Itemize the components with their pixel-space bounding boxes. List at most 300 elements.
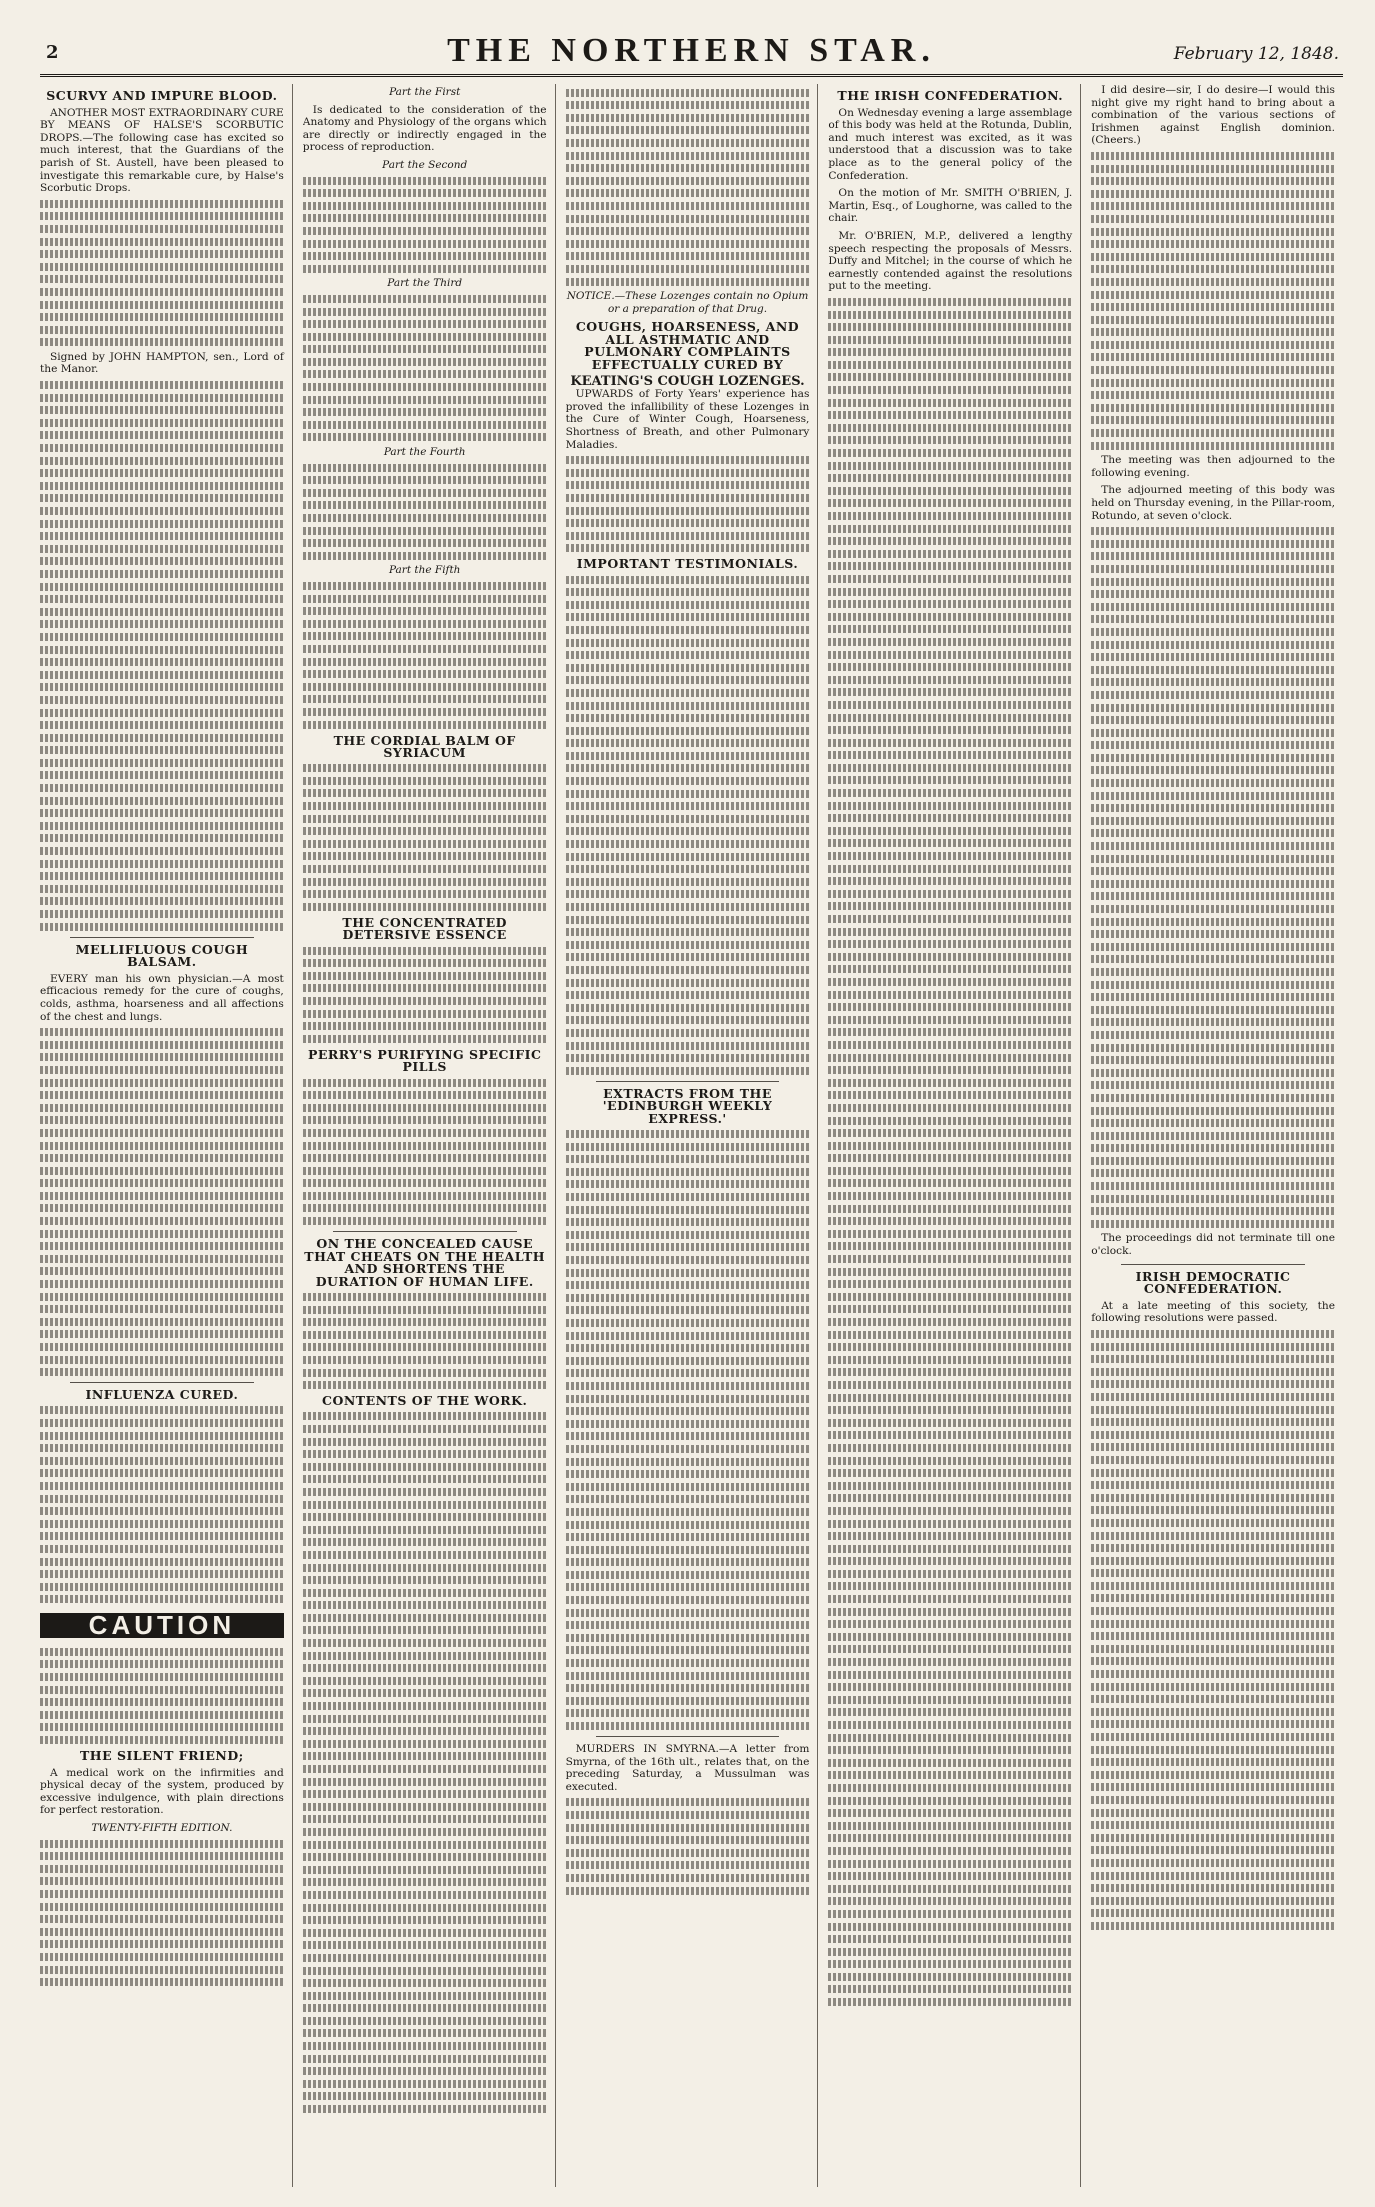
text-line — [1091, 391, 1335, 399]
text-line — [828, 1318, 1072, 1326]
text-line — [40, 683, 284, 691]
text-line — [1091, 1884, 1335, 1892]
article-text: EVERY man his own physician.—A most efficacious remedy for the cure of coughs, colds, asthma, hoarseness and all affections of the chest and lungs. — [40, 972, 284, 1023]
text-line — [566, 1016, 810, 1024]
text-line — [566, 1596, 810, 1604]
text-line — [1091, 993, 1335, 1001]
text-line — [40, 507, 284, 515]
text-line — [303, 501, 547, 509]
text-line — [303, 620, 547, 628]
text-line — [40, 431, 284, 439]
text-line — [828, 537, 1072, 545]
article-text: I did desire—sir, I do desire—I would this night give my right hand to bring about a combination of the various sections of Irishmen against English dominion. (Cheers.) — [1091, 84, 1335, 147]
text-line — [1091, 253, 1335, 261]
text-line — [40, 381, 284, 389]
text-line — [566, 1508, 810, 1516]
text-line — [566, 265, 810, 273]
text-line — [303, 1803, 547, 1811]
column-5 — [1091, 84, 1343, 2187]
text-line — [303, 1954, 547, 1962]
text-line — [566, 1294, 810, 1302]
text-line — [566, 1861, 810, 1869]
heading-irish-confederation: THE IRISH CONFEDERATION. — [837, 88, 1064, 103]
text-line — [566, 752, 810, 760]
text-line — [1091, 177, 1335, 185]
text-line — [303, 582, 547, 590]
text-line — [828, 1620, 1072, 1628]
text-line — [1091, 1081, 1335, 1089]
text-line — [1091, 429, 1335, 437]
text-line — [40, 1419, 284, 1427]
part-heading: Part the Fifth — [388, 564, 461, 577]
text-line — [566, 916, 810, 924]
text-line — [828, 776, 1072, 784]
text-line — [828, 839, 1072, 847]
text-line — [1091, 1758, 1335, 1766]
text-line — [828, 1444, 1072, 1452]
text-line — [828, 373, 1072, 381]
text-line — [1091, 1431, 1335, 1439]
text-line — [828, 1394, 1072, 1402]
text-line — [566, 1067, 810, 1075]
text-line — [566, 1256, 810, 1264]
text-line — [1091, 1569, 1335, 1577]
text-line — [828, 1142, 1072, 1150]
text-line — [1091, 165, 1335, 173]
text-line — [566, 1470, 810, 1478]
text-line — [303, 1664, 547, 1672]
text-line — [566, 1483, 810, 1491]
text-line — [1091, 578, 1335, 586]
text-line — [566, 1319, 810, 1327]
article-text: A medical work on the infirmities and physical decay of the system, produced by excessive indulgence, with plain directions for perfect restoration. — [40, 1766, 284, 1817]
heading-detersive-essence: THE CONCENTRATED DETERSIVE ESSENCE — [342, 914, 507, 943]
text-line — [303, 214, 547, 222]
text-line — [303, 1116, 547, 1124]
text-line — [566, 215, 810, 223]
text-line — [40, 1129, 284, 1137]
text-line — [566, 727, 810, 735]
text-line — [40, 897, 284, 905]
text-line — [1091, 1557, 1335, 1565]
text-line — [566, 651, 810, 659]
text-line — [40, 1267, 284, 1275]
text-line — [828, 1985, 1072, 1993]
text-line — [303, 708, 547, 716]
text-line — [1091, 565, 1335, 573]
text-line — [303, 1501, 547, 1509]
text-line — [566, 576, 810, 584]
text-line — [303, 1463, 547, 1471]
text-line — [566, 1672, 810, 1680]
text-line — [40, 1432, 284, 1440]
text-line — [303, 1412, 547, 1420]
text-line — [828, 1734, 1072, 1742]
text-line — [1091, 1582, 1335, 1590]
text-line — [828, 487, 1072, 495]
text-line — [1091, 1519, 1335, 1527]
text-line — [828, 1079, 1072, 1087]
text-line — [1091, 1069, 1335, 1077]
text-line — [828, 588, 1072, 596]
article-text: MURDERS IN SMYRNA.—A letter from Smyrna, of the 16th ult., relates that, on the preceding Saturday, a Mussulman was executed. — [565, 1743, 810, 1793]
text-line — [303, 1967, 547, 1975]
text-line — [566, 1571, 810, 1579]
text-line — [303, 489, 547, 497]
text-line — [1091, 590, 1335, 598]
text-line — [828, 965, 1072, 973]
text-line — [1091, 905, 1335, 913]
text-line — [1091, 1380, 1335, 1388]
text-line — [1091, 1670, 1335, 1678]
text-line — [828, 1104, 1072, 1112]
text-line — [303, 802, 547, 810]
text-line — [303, 1179, 547, 1187]
text-line — [828, 1054, 1072, 1062]
text-line — [828, 512, 1072, 520]
text-line — [828, 550, 1072, 558]
text-line — [40, 1469, 284, 1477]
text-line — [828, 1406, 1072, 1414]
text-line — [1091, 615, 1335, 623]
text-line — [828, 1305, 1072, 1313]
text-line — [303, 1293, 547, 1301]
text-line — [828, 1822, 1072, 1830]
text-line — [828, 1910, 1072, 1918]
text-line — [828, 1129, 1072, 1137]
text-line — [303, 1022, 547, 1030]
text-line — [828, 978, 1072, 986]
text-line — [303, 972, 547, 980]
heading-cough-balsam: MELLIFLUOUS COUGH BALSAM. — [75, 941, 249, 970]
text-line — [40, 1978, 284, 1986]
text-line — [40, 885, 284, 893]
text-line — [40, 860, 284, 868]
text-line — [1091, 1544, 1335, 1552]
text-line — [566, 164, 810, 172]
divider — [70, 1382, 254, 1383]
text-line — [40, 1242, 284, 1250]
text-line — [1091, 540, 1335, 548]
text-line — [1091, 930, 1335, 938]
text-line — [40, 532, 284, 540]
text-line — [566, 177, 810, 185]
text-line — [828, 1242, 1072, 1250]
text-line — [828, 802, 1072, 810]
text-line — [303, 1740, 547, 1748]
text-line — [303, 645, 547, 653]
text-line — [40, 709, 284, 717]
text-line — [828, 1368, 1072, 1376]
text-line — [40, 1280, 284, 1288]
text-line — [828, 739, 1072, 747]
heading-influenza: INFLUENZA CURED. — [85, 1387, 239, 1403]
text-line — [1091, 1056, 1335, 1064]
text-line — [303, 333, 547, 341]
text-line — [303, 308, 547, 316]
text-line — [303, 396, 547, 404]
text-line — [828, 348, 1072, 356]
text-line — [566, 1684, 810, 1692]
text-line — [828, 462, 1072, 470]
text-line — [566, 790, 810, 798]
text-line — [828, 1482, 1072, 1490]
text-line — [566, 1382, 810, 1390]
text-line — [566, 1029, 810, 1037]
text-line — [566, 1193, 810, 1201]
text-line — [303, 1204, 547, 1212]
text-line — [303, 878, 547, 886]
text-line — [40, 1091, 284, 1099]
text-line — [303, 527, 547, 535]
text-line — [828, 1431, 1072, 1439]
notice-line: NOTICE.—These Lozenges contain no Opium or a preparation of that Drug. — [566, 290, 809, 315]
text-line — [303, 903, 547, 911]
text-line — [566, 1836, 810, 1844]
text-line — [40, 1104, 284, 1112]
caution-banner: CAUTION — [40, 1613, 284, 1638]
text-line — [828, 1721, 1072, 1729]
text-line — [828, 1696, 1072, 1704]
text-line — [566, 676, 810, 684]
text-line — [40, 1255, 284, 1263]
text-line — [566, 1155, 810, 1163]
part-heading: Part the Fourth — [383, 446, 466, 459]
text-line — [828, 1255, 1072, 1263]
text-line — [40, 338, 284, 346]
text-line — [303, 433, 547, 441]
text-line — [828, 1331, 1072, 1339]
text-line — [828, 651, 1072, 659]
text-line — [303, 1778, 547, 1786]
text-line — [40, 1482, 284, 1490]
text-line — [303, 1010, 547, 1018]
text-line — [303, 1677, 547, 1685]
text-line — [40, 1330, 284, 1338]
text-line — [1091, 416, 1335, 424]
text-line — [828, 827, 1072, 835]
text-line — [566, 1432, 810, 1440]
text-line — [828, 928, 1072, 936]
text-line — [1091, 1632, 1335, 1640]
text-line — [303, 1626, 547, 1634]
text-line — [303, 840, 547, 848]
heading-silent-friend: THE SILENT FRIEND; — [80, 1748, 244, 1764]
text-line — [566, 240, 810, 248]
text-line — [303, 1614, 547, 1622]
text-line — [40, 1116, 284, 1124]
text-line — [1091, 1683, 1335, 1691]
text-line — [40, 923, 284, 931]
text-line — [1091, 704, 1335, 712]
text-line — [40, 263, 284, 271]
text-line — [1091, 1607, 1335, 1615]
text-line — [1091, 1018, 1335, 1026]
text-line — [566, 865, 810, 873]
text-line — [303, 1035, 547, 1043]
text-line — [828, 1192, 1072, 1200]
text-line — [40, 301, 284, 309]
text-line — [303, 1104, 547, 1112]
text-line — [828, 323, 1072, 331]
text-line — [566, 1458, 810, 1466]
article-text: On the motion of Mr. SMITH O'BRIEN, J. Martin, Esq., of Loughorne, was called to the chair. — [828, 187, 1073, 225]
text-line — [40, 520, 284, 528]
text-line — [828, 1545, 1072, 1553]
text-line — [40, 545, 284, 553]
text-line — [828, 726, 1072, 734]
text-line — [828, 1784, 1072, 1792]
text-line — [303, 1929, 547, 1937]
text-line — [40, 1204, 284, 1212]
text-line — [1091, 1157, 1335, 1165]
text-line — [828, 613, 1072, 621]
text-line — [40, 570, 284, 578]
text-line — [828, 1960, 1072, 1968]
text-line — [40, 1940, 284, 1948]
text-line — [828, 1557, 1072, 1565]
text-line — [1091, 754, 1335, 762]
text-line — [1091, 404, 1335, 412]
text-line — [1091, 1044, 1335, 1052]
text-line — [303, 997, 547, 1005]
text-line — [303, 2092, 547, 2100]
text-line — [303, 865, 547, 873]
text-line — [40, 1966, 284, 1974]
text-line — [303, 721, 547, 729]
issue-date: February 12, 1848. — [1173, 44, 1339, 64]
text-line — [828, 1746, 1072, 1754]
text-line — [566, 1281, 810, 1289]
text-line — [566, 966, 810, 974]
text-line — [303, 1381, 547, 1389]
text-line — [828, 1595, 1072, 1603]
text-line — [566, 114, 810, 122]
text-line — [303, 1079, 547, 1087]
text-line — [1091, 892, 1335, 900]
text-line — [303, 1652, 547, 1660]
text-line — [566, 1369, 810, 1377]
article-text: The adjourned meeting of this body was held on Thursday evening, in the Pillar-room, Rotundo, at seven o'clock. — [1091, 484, 1335, 522]
text-line — [828, 1230, 1072, 1238]
text-line — [303, 2017, 547, 2025]
text-line — [40, 1686, 284, 1694]
text-line — [1091, 729, 1335, 737]
text-line — [1091, 1620, 1335, 1628]
text-line — [40, 275, 284, 283]
text-line — [303, 947, 547, 955]
text-line — [40, 238, 284, 246]
text-line — [303, 1129, 547, 1137]
text-line — [40, 1595, 284, 1603]
text-line — [1091, 1119, 1335, 1127]
text-line — [303, 1318, 547, 1326]
text-line — [303, 777, 547, 785]
text-line — [828, 361, 1072, 369]
text-line — [828, 1973, 1072, 1981]
text-line — [828, 852, 1072, 860]
text-line — [1091, 353, 1335, 361]
text-line — [303, 2055, 547, 2063]
text-line — [566, 126, 810, 134]
text-line — [40, 771, 284, 779]
text-line — [566, 469, 810, 477]
text-line — [1091, 817, 1335, 825]
text-line — [1091, 641, 1335, 649]
text-line — [828, 1633, 1072, 1641]
text-line — [828, 436, 1072, 444]
text-line — [303, 1866, 547, 1874]
text-line — [303, 1891, 547, 1899]
article-text: At a late meeting of this society, the following resolutions were passed. — [1091, 1299, 1335, 1325]
text-line — [303, 464, 547, 472]
text-line — [1091, 766, 1335, 774]
text-line — [40, 1343, 284, 1351]
text-line — [40, 1583, 284, 1591]
text-line — [40, 1570, 284, 1578]
text-line — [303, 1526, 547, 1534]
text-line — [828, 663, 1072, 671]
article-text: On Wednesday evening a large assemblage of this body was held at the Rotunda, Dublin, and much interest was excited, as it was understood that a discussion was to take place as to the general policy of the Confederation. — [828, 106, 1073, 182]
text-line — [566, 139, 810, 147]
text-line — [566, 1659, 810, 1667]
text-line — [303, 1488, 547, 1496]
part-heading: Part the Second — [382, 158, 468, 171]
heading-concealed-cause: ON THE CONCEALED CAUSE THAT CHEATS ON THE HEALTH AND SHORTENS THE DURATION OF HUMAN LIFE. — [304, 1236, 546, 1289]
text-line — [1091, 1481, 1335, 1489]
text-line — [303, 421, 547, 429]
part-heading: Part the First — [389, 86, 461, 98]
edition-note: TWENTY-FIFTH EDITION. — [91, 1822, 233, 1834]
text-line — [303, 1765, 547, 1773]
text-line — [303, 1369, 547, 1377]
text-line — [566, 878, 810, 886]
text-line — [828, 562, 1072, 570]
text-line — [303, 1727, 547, 1735]
text-line — [303, 683, 547, 691]
text-line — [566, 1180, 810, 1188]
text-line — [566, 764, 810, 772]
text-line — [566, 1634, 810, 1642]
text-line — [303, 890, 547, 898]
text-line — [828, 1091, 1072, 1099]
text-line — [828, 1217, 1072, 1225]
text-line — [566, 664, 810, 672]
text-line — [828, 1117, 1072, 1125]
text-line — [566, 1798, 810, 1806]
text-line — [828, 1280, 1072, 1288]
text-line — [566, 1621, 810, 1629]
text-line — [1091, 691, 1335, 699]
text-line — [1091, 366, 1335, 374]
text-line — [828, 915, 1072, 923]
text-line — [303, 189, 547, 197]
text-line — [828, 1016, 1072, 1024]
heading-specific-pills: PERRY'S PURIFYING SPECIFIC PILLS — [307, 1046, 542, 1075]
text-line — [1091, 741, 1335, 749]
text-line — [40, 444, 284, 452]
page-number: 2 — [46, 42, 59, 63]
text-line — [566, 1420, 810, 1428]
text-line — [40, 910, 284, 918]
text-line — [828, 751, 1072, 759]
text-line — [566, 827, 810, 835]
text-line — [303, 1576, 547, 1584]
text-line — [828, 1356, 1072, 1364]
text-line — [303, 695, 547, 703]
text-line — [828, 1154, 1072, 1162]
text-line — [828, 814, 1072, 822]
